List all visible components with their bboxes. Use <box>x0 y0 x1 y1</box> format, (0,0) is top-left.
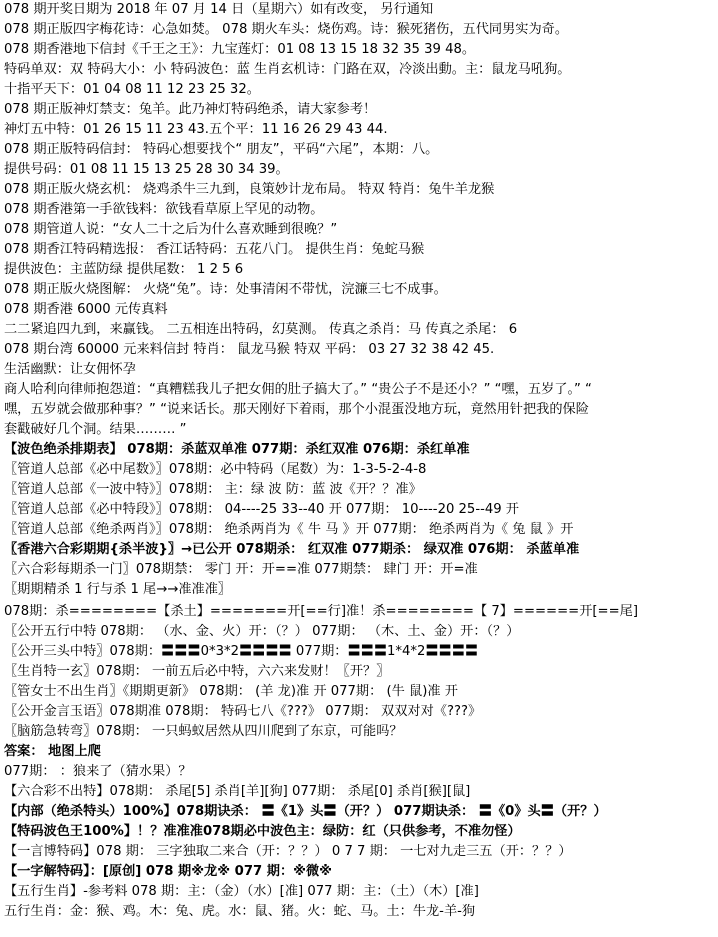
text-line: 【五行生肖】-参考料 078 期：主：（金）（水）[准] 077 期：主：（土）（木）[准] <box>4 884 479 899</box>
text-line: 078 期正版特码信封： 特码心想要找个“ 朋友”，平码“六尾”，本期：八。 <box>4 142 439 157</box>
text-line: 【六合彩不出特】078期： 杀尾[5] 杀肖[羊][狗] 077期： 杀尾[0] 杀肖[猴][鼠] <box>4 784 471 799</box>
text-line: 078 期香江特码精选报： 香江话特码：五花八门。 提供生肖：兔蛇马猴 <box>4 242 425 257</box>
text-line: 〖公开金言玉语〗078期准 078期： 特码七八《???》 077期： 双双对对《???》 <box>4 704 482 719</box>
text-line: 生活幽默：让女佣怀孕 <box>4 362 136 377</box>
text-line: 077期： ：狼来了（猜水果）？ <box>4 764 192 779</box>
text-line: 〖管道人总部《绝杀两肖》〗078期： 绝杀两肖为《 牛 马 》开 077期： 绝杀两肖为《 兔 鼠 》开 <box>4 522 574 537</box>
section-line: 【波色绝杀排期表】 078期：杀蓝双单准 077期：杀红双准 076期：杀红单准 <box>4 442 470 457</box>
text-line: 〖管道人总部《必中特段》〗078期： 04----25 33--40 开 077期： 10----20 25--49 开 <box>4 502 519 517</box>
text-line: 078 期香港 6000 元传真料 <box>4 302 168 317</box>
text-line: 商人哈利向律师抱怨道：“真糟糕我儿子把女佣的肚子搞大了。” “贵公子不是还小？” “嘿，五岁了。” “ <box>4 382 592 397</box>
text-line: 078 期管道人说：“女人二十之后为什么喜欢睡到很晚？” <box>4 222 338 237</box>
text-line: 078 期香港第一手欲钱料：欲钱看草原上罕见的动物。 <box>4 202 324 217</box>
text-line: 〖管道人总部《必中尾数》〗078期：必中特码（尾数）为：1-3-5-2-4-8 <box>4 462 427 477</box>
section-line: 【一字解特码】：[原创] 078 期※龙※ 077 期：※微※ <box>4 864 332 879</box>
section-line: 〖香港六合彩期期{杀半波}〗→已公开 078期杀： 红双准 077期杀： 绿双准 076期： 杀蓝单准 <box>4 542 580 557</box>
text-line: 〖管女士不出生肖〗《期期更新》 078期： (羊 龙)准 开 077期： (牛 鼠)准 开 <box>4 684 458 699</box>
section-line: 【特码波色王100%】！？准准准078期必中波色主：绿防：红（只供参考，不准勿怪） <box>4 824 521 839</box>
text-line: 【一言博特码】078 期： 三字独取二来合（开：？？） 0 7 7 期： 一七对九走三五（开：？？） <box>4 844 572 859</box>
text-line: 078 期正版神灯禁支：兔羊。此乃神灯特码绝杀，请大家参考！ <box>4 102 377 117</box>
text-line: 〖公开五行中特 078期： （水、金、火）开：（？） 077期： （木、土、金）开：（？） <box>4 624 520 639</box>
text-line: 套戳破好几个洞。结果……… ” <box>4 422 187 437</box>
text-line: 〖六合彩每期杀一门〗078期禁： 零门 开：开==准 077期禁： 肆门 开：开=准 <box>4 562 478 577</box>
text-line: 提供波色：主蓝防绿 提供尾数： 1 2 5 6 <box>4 262 244 277</box>
answer-line: 答案： 地图上爬 <box>4 744 101 759</box>
text-line: 078 期台湾 60000 元来料信封 特肖： 鼠龙马猴 特双 平码： 03 27 32 38 42 45. <box>4 342 495 357</box>
text-line: 078期：杀========【杀土】=======开[==行]准！杀========【 7】======开[==尾] <box>4 604 638 619</box>
text-line: 〖公开三头中特〗078期：〓〓〓0*3*2〓〓〓〓 077期：〓〓〓1*4*2〓〓〓〓 <box>4 644 479 659</box>
text-line: 078 期正版四字梅花诗：心急如焚。 078 期火车头：烧伤鸡。诗：猴死猪伤，五代同男实为奇。 <box>4 22 569 37</box>
text-line: 嘿，五岁就会做那种事？” “说来话长。那天刚好下着雨，那个小混蛋没地方玩，竟然用针把我的保险 <box>4 402 589 417</box>
text-line: 十指平天下：01 04 08 11 12 23 25 32。 <box>4 82 260 97</box>
text-line: 078 期正版火烧玄机： 烧鸡杀牛三九到，良策妙计龙布局。 特双 特肖：兔牛羊龙猴 <box>4 182 495 197</box>
text-line: 078 期香港地下信封《千王之王》：九宝莲灯：01 08 13 15 18 32 35 39 48。 <box>4 42 476 57</box>
text-line: 078 期正版火烧图解： 火烧“兔”。诗：处事清闲不带忧，浣濂三七不成事。 <box>4 282 447 297</box>
text-line: 〖生肖特一玄〗078期： 一前五后必中特，六六来发财！〖开？〗 <box>4 664 390 679</box>
text-line: 078 期开奖日期为 2018 年 07 月 14 日（星期六）如有改变， 另行通知 <box>4 2 434 17</box>
text-line: 神灯五中特：01 26 15 11 23 43.五个平：11 16 26 29 43 44. <box>4 122 388 137</box>
text-line: 〖脑筋急转弯〗078期： 一只蚂蚁居然从四川爬到了东京，可能吗？ <box>4 724 403 739</box>
text-line: 五行生肖：金：猴、鸡。木：兔、虎。水：鼠、猪。火：蛇、马。土：牛龙-羊-狗 <box>4 904 476 919</box>
section-line: 【内部（绝杀特头）100%】078期诀杀： 〓《1》头〓（开？） 077期诀杀： 〓《0》头〓（开？） <box>4 804 607 819</box>
text-line: 二二紧追四九到，来赢钱。 二五相连出特码，幻莫测。 传真之杀肖：马 传真之杀尾： 6 <box>4 322 518 337</box>
text-line: 〖期期精杀 1 行与杀 1 尾→→准准准〗 <box>4 582 232 597</box>
text-line: 提供号码：01 08 11 15 13 25 28 30 34 39。 <box>4 162 289 177</box>
text-line: 〖管道人总部《一波中特》〗078期： 主：绿 波 防：蓝 波《开？？准》 <box>4 482 422 497</box>
text-line: 特码单双：双 特码大小：小 特码波色：蓝 生肖玄机诗：门路在双，冷淡出動。主：鼠龙马吼狗。 <box>4 62 571 77</box>
